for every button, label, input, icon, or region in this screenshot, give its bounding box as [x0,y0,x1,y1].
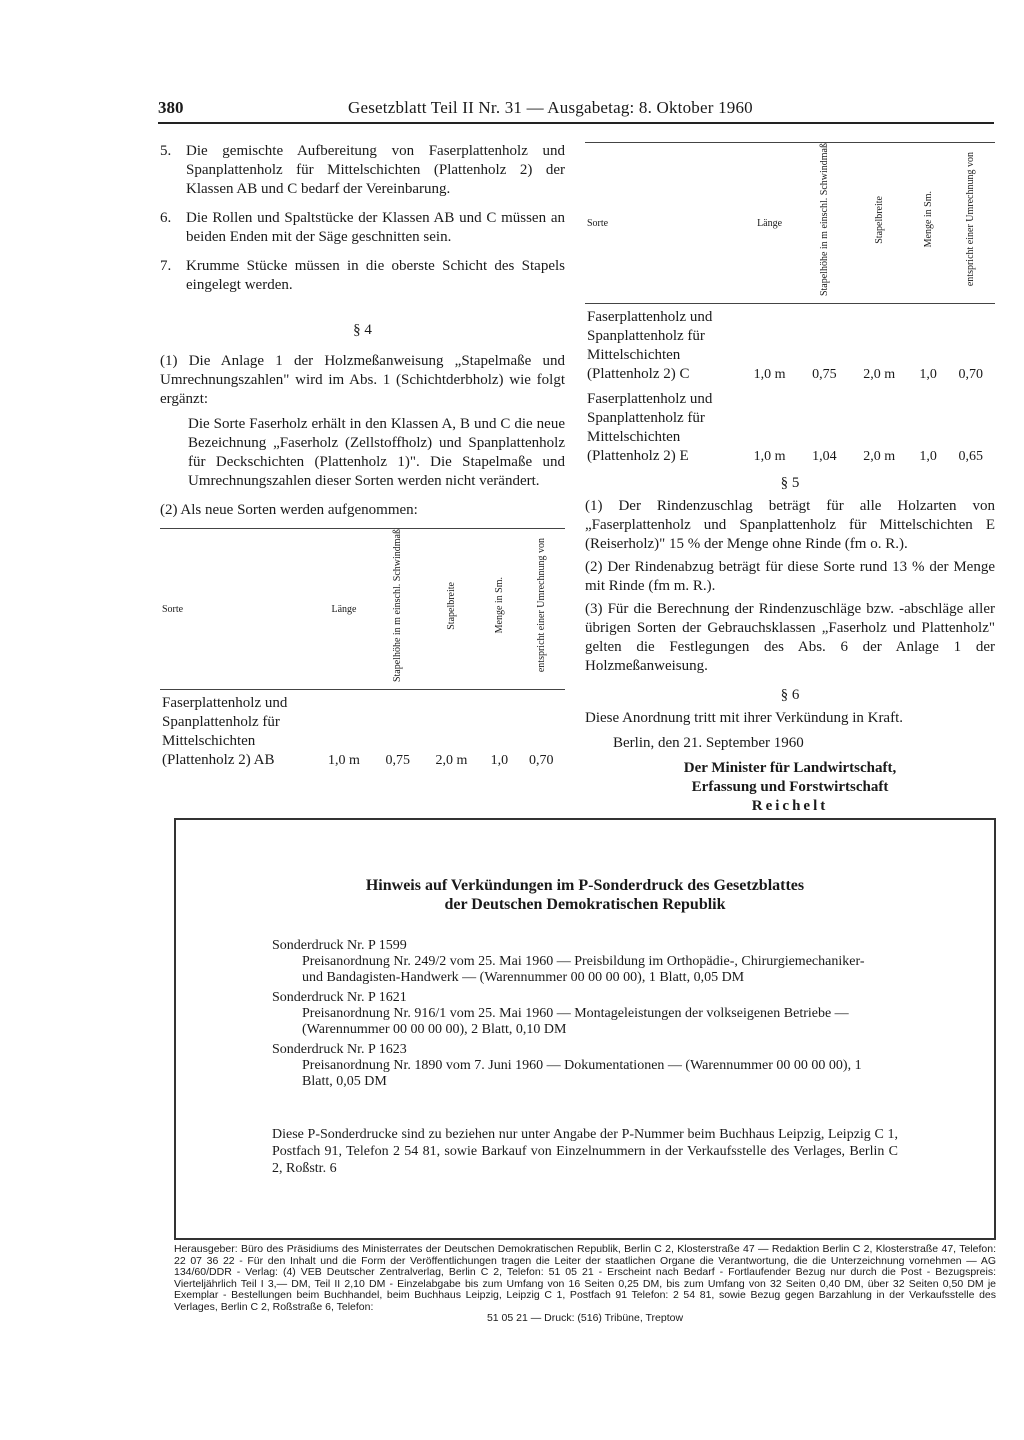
cell-umrechnung: 0,70 [958,367,983,383]
col-header-sorte: Sorte [585,143,739,304]
col-header-menge: Menge in Sm. [910,143,947,304]
cell-umrechnung: 0,70 [528,753,554,769]
col-header-menge: Menge in Sm. [481,529,517,690]
item-text: Die gemischte Aufbereitung von Faserplattenholz und Spanplattenholz für Mittelschichten (Plattenholz 2) der Klassen AB und C bedarf der Vereinbarung. [186,143,565,197]
cell-menge: 1,0 [919,449,937,465]
cell-hoehe: 1,04 [812,449,837,465]
right-column [585,142,995,816]
paragraph-5-3: (3) Für die Berechnung der Rindenzuschläge bzw. -abschläge aller übrigen Sorten der Gebrauchsklassen „Faserholz und Plattenholz" gelten die Festlegungen des Abs. 6 der Anlage 1 der Holzmeßanweisung. [585,601,995,675]
page-number: 380 [158,98,184,117]
page-title: Gesetzblatt Teil II Nr. 31 — Ausgabetag: 8. Oktober 1960 [348,98,753,117]
sorts-table-left [160,528,565,772]
item-number: 5. [160,143,172,159]
col-header-sorte: Sorte [160,529,314,690]
cell-breite: 2,0 m [863,449,896,465]
cell-hoehe: 0,75 [812,367,837,383]
table-row [585,304,995,387]
paragraph-4-2: (2) Als neue Sorten werden aufgenommen: [160,502,418,518]
entry-body: Preisanordnung Nr. 916/1 vom 25. Mai 1960 — Montageleistungen der volkseigenen Betriebe — (Warennummer 00 00 00 00), 2 Blatt, 0,10 DM [302,1006,849,1037]
cell-menge: 1,0 [490,753,509,769]
col-header-laenge: Länge [314,529,374,690]
notice-entry [272,1042,882,1090]
paragraph-5-1: (1) Der Rindenzuschlag beträgt für alle Holzarten von „Faserplattenholz und Spanplattenholz für Mittelschichten E (Reiserholz)" 15 % der Menge ohne Rinde (fm o. R.). [585,498,995,553]
paragraph-6: Diese Anordnung tritt mit ihrer Verkündung in Kraft. [585,710,904,727]
cell-breite: 2,0 m [435,753,468,769]
list-item [160,257,565,295]
cell-umrechnung: 0,65 [958,449,983,465]
item-text: Krumme Stücke müssen in die oberste Schicht des Stapels eingelegt werden. [186,258,565,293]
sorts-table-right [585,142,995,468]
cell-laenge: 1,0 m [753,449,786,465]
section-heading-4: § 4 [353,322,372,338]
col-header-stapelhoehe: Stapelhöhe in m einschl. Schwindmaß [374,529,422,690]
col-header-entspricht: entspricht einer Umrechnung von [946,143,995,304]
cell-sorte: Faserplattenholz und Spanplattenholz für Mittelschichten (Plattenholz 2) AB [162,695,288,769]
cell-menge: 1,0 [919,367,937,383]
paragraph-4-1-quote: Die Sorte Faserholz erhält in den Klassen A, B und C die neue Bezeichnung „Faserholz (Zellstoffholz) und Spanplattenholz für Deckschichten (Plattenholz 1)". Die Stapelmaße und Umrechnungszahlen dieser Sorten werden nicht verändert. [188,416,565,489]
entry-head: Sonderdruck Nr. P 1599 [272,938,407,953]
cell-laenge: 1,0 m [753,367,786,383]
cell-breite: 2,0 m [863,367,896,383]
imprint-last-line: 51 05 21 — Druck: (516) Tribüne, Treptow [486,1312,684,1324]
paragraph-5-2: (2) Der Rindenabzug beträgt für diese Sorte rund 13 % der Menge mit Rinde (fm m. R.). [585,559,995,595]
item-number: 7. [160,258,172,274]
item-text: Die Rollen und Spaltstücke der Klassen AB und C müssen an beiden Enden mit der Säge geschnitten sein. [186,210,565,245]
entry-body: Preisanordnung Nr. 1890 vom 7. Juni 1960 — Dokumentationen — (Warennummer 00 00 00 00), 1 Blatt, 0,05 DM [302,1058,862,1089]
left-column [160,142,565,772]
notice-title-line1: Hinweis auf Verkündungen im P-Sonderdruck des Gesetzblattes [365,877,805,894]
entry-head: Sonderdruck Nr. P 1623 [272,1042,407,1057]
notice-entries [272,938,882,1094]
header-rule [158,122,994,124]
col-header-entspricht: entspricht einer Umrechnung von [517,529,565,690]
page-header [158,98,994,124]
table-row [585,386,995,468]
cell-sorte: Faserplattenholz und Spanplattenholz für Mittelschichten (Plattenholz 2) C [587,309,713,383]
signature-date: Berlin, den 21. September 1960 [613,735,804,752]
col-header-stapelbreite: Stapelbreite [849,143,910,304]
minister-name: Reichelt [751,798,829,815]
table-row [160,690,565,773]
cell-sorte: Faserplattenholz und Spanplattenholz für Mittelschichten (Plattenholz 2) E [587,391,713,465]
section-heading-6: § 6 [780,687,800,704]
col-header-laenge: Länge [739,143,800,304]
entry-head: Sonderdruck Nr. P 1621 [272,990,407,1005]
imprint [174,1244,996,1325]
notice-title-line2: der Deutschen Demokratischen Republik [444,896,726,913]
notice-entry [272,990,882,1038]
minister-title-line2: Erfassung und Forstwirtschaft [691,779,889,796]
minister-title-line1: Der Minister für Landwirtschaft, [683,760,897,777]
notice-entry [272,938,882,986]
col-header-stapelbreite: Stapelbreite [422,529,482,690]
section-heading-5: § 5 [780,475,800,492]
item-number: 6. [160,210,172,226]
notice-title [176,876,994,914]
cell-hoehe: 0,75 [385,753,410,769]
paragraph-4-1: (1) Die Anlage 1 der Holzmeßanweisung „Stapelmaße und Umrechnungszahlen" wird im Abs. 1 (Schichtderbholz) wie folgt ergänzt: [160,353,565,407]
list-item [160,142,565,199]
imprint-text: Herausgeber: Büro des Präsidiums des Ministerrates der Deutschen Demokratischen Republik, Berlin C 2, Klosterstraße 47 — Redaktion Berlin C 2, Klosterstraße 47, Telefon: 22 07 36 22 - Für den Inhalt und die Form der Veröffentlichungen tragen die Leiter der staatlichen Organe die Verantwortung, die die Unterzeichnung vornehmen — AG 134/60/DDR - Verlag: (4) VEB Deutscher Zentralverlag, Berlin C 2, Telefon: 51 05 21 - Erscheint nach Bedarf - Fortlaufender Bezug nur durch die Post - Bezugspreis: Vierteljährlich Teil I 3,— DM, Teil II 2,10 DM - Einzelabgabe bis zum Umfang von 16 Seiten 0,25 DM, bis zum Umfang von 32 Seiten 0,40 DM, über 32 Seiten 0,50 DM je Exemplar - Bestellungen beim Buchhandel, beim Buchhaus Leipzig, Leipzig C 1, Postfach 91 Telefon: 2 54 81, sowie Bezug gegen Barzahlung in der Verkaufsstelle des Verlages, Berlin C 2, Roßstraße 6, Telefon: [174,1243,996,1313]
entry-body: Preisanordnung Nr. 249/2 vom 25. Mai 1960 — Preisbildung im Orthopädie-, Chirurgiemechaniker- und Bandagisten-Handwerk — (Warennummer 00 00 00 00), 1 Blatt, 0,05 DM [302,954,865,985]
list-item [160,209,565,247]
col-header-stapelhoehe: Stapelhöhe in m einschl. Schwindmaß [800,143,849,304]
cell-laenge: 1,0 m [328,753,360,769]
notice-box [174,818,996,1240]
notice-footer: Diese P-Sonderdrucke sind zu beziehen nur unter Angabe der P-Nummer beim Buchhaus Leipzig, Leipzig C 1, Postfach 91, Telefon 2 54 81, sowie Barkauf von Einzelnummern in der Verkaufsstelle des Verlages, Berlin C 2, Roßstr. 6 [272,1127,898,1176]
